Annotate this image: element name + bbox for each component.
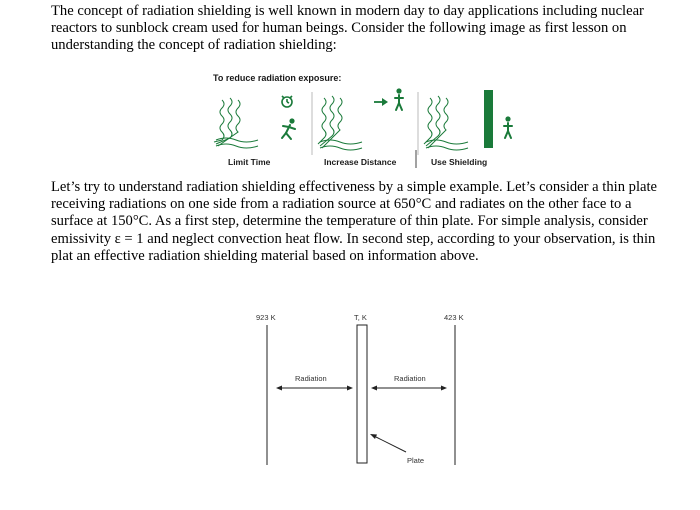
label-radiation-right: Radiation [394, 374, 426, 383]
radiation-arrow-right [371, 386, 447, 391]
label-plate-temp: T, K [354, 313, 367, 322]
radiation-waves-icon [424, 96, 468, 150]
figure1-heading: To reduce radiation exposure: [213, 73, 342, 83]
label-cold-temp: 423 K [444, 313, 464, 322]
thin-plate [357, 325, 367, 463]
caption-use-shielding: Use Shielding [431, 157, 488, 167]
caption-increase-distance: Increase Distance [324, 157, 397, 167]
label-plate: Plate [407, 456, 425, 465]
label-hot-temp: 923 K [256, 313, 276, 322]
arrow-right-icon [374, 98, 388, 106]
radiation-waves-icon [214, 98, 258, 148]
alarm-clock-icon [282, 96, 292, 107]
standing-person-icon [395, 88, 403, 110]
radiation-waves-icon [318, 96, 362, 150]
standing-person-icon [504, 116, 512, 138]
plate-pointer-arrow [370, 434, 406, 452]
caption-limit-time: Limit Time [228, 157, 271, 167]
shield-wall-icon [484, 90, 493, 148]
problem-paragraph: Let’s try to understand radiation shielding effectiveness by a simple example. Let’s consider a thin plate receiving radiations on one side from a radiation source at 650°C and radiates on the other face to a surface at 150°C. As a first step, determine the temperature of thin plate. For simple analysis, consider emissivity ε = 1 and neglect convection heat flow. In second step, according to your observation, is thin plat an effective radiation shielding material based on information above. [51, 179, 658, 264]
intro-paragraph: The concept of radiation shielding is well known in modern day to day applications including nuclear reactors to sunblock cream used for human beings. Consider the following image as first lesson on understanding the concept of radiation shielding: [51, 3, 644, 54]
running-person-icon [282, 118, 295, 139]
radiation-arrow-left [276, 386, 353, 391]
label-radiation-left: Radiation [295, 374, 327, 383]
